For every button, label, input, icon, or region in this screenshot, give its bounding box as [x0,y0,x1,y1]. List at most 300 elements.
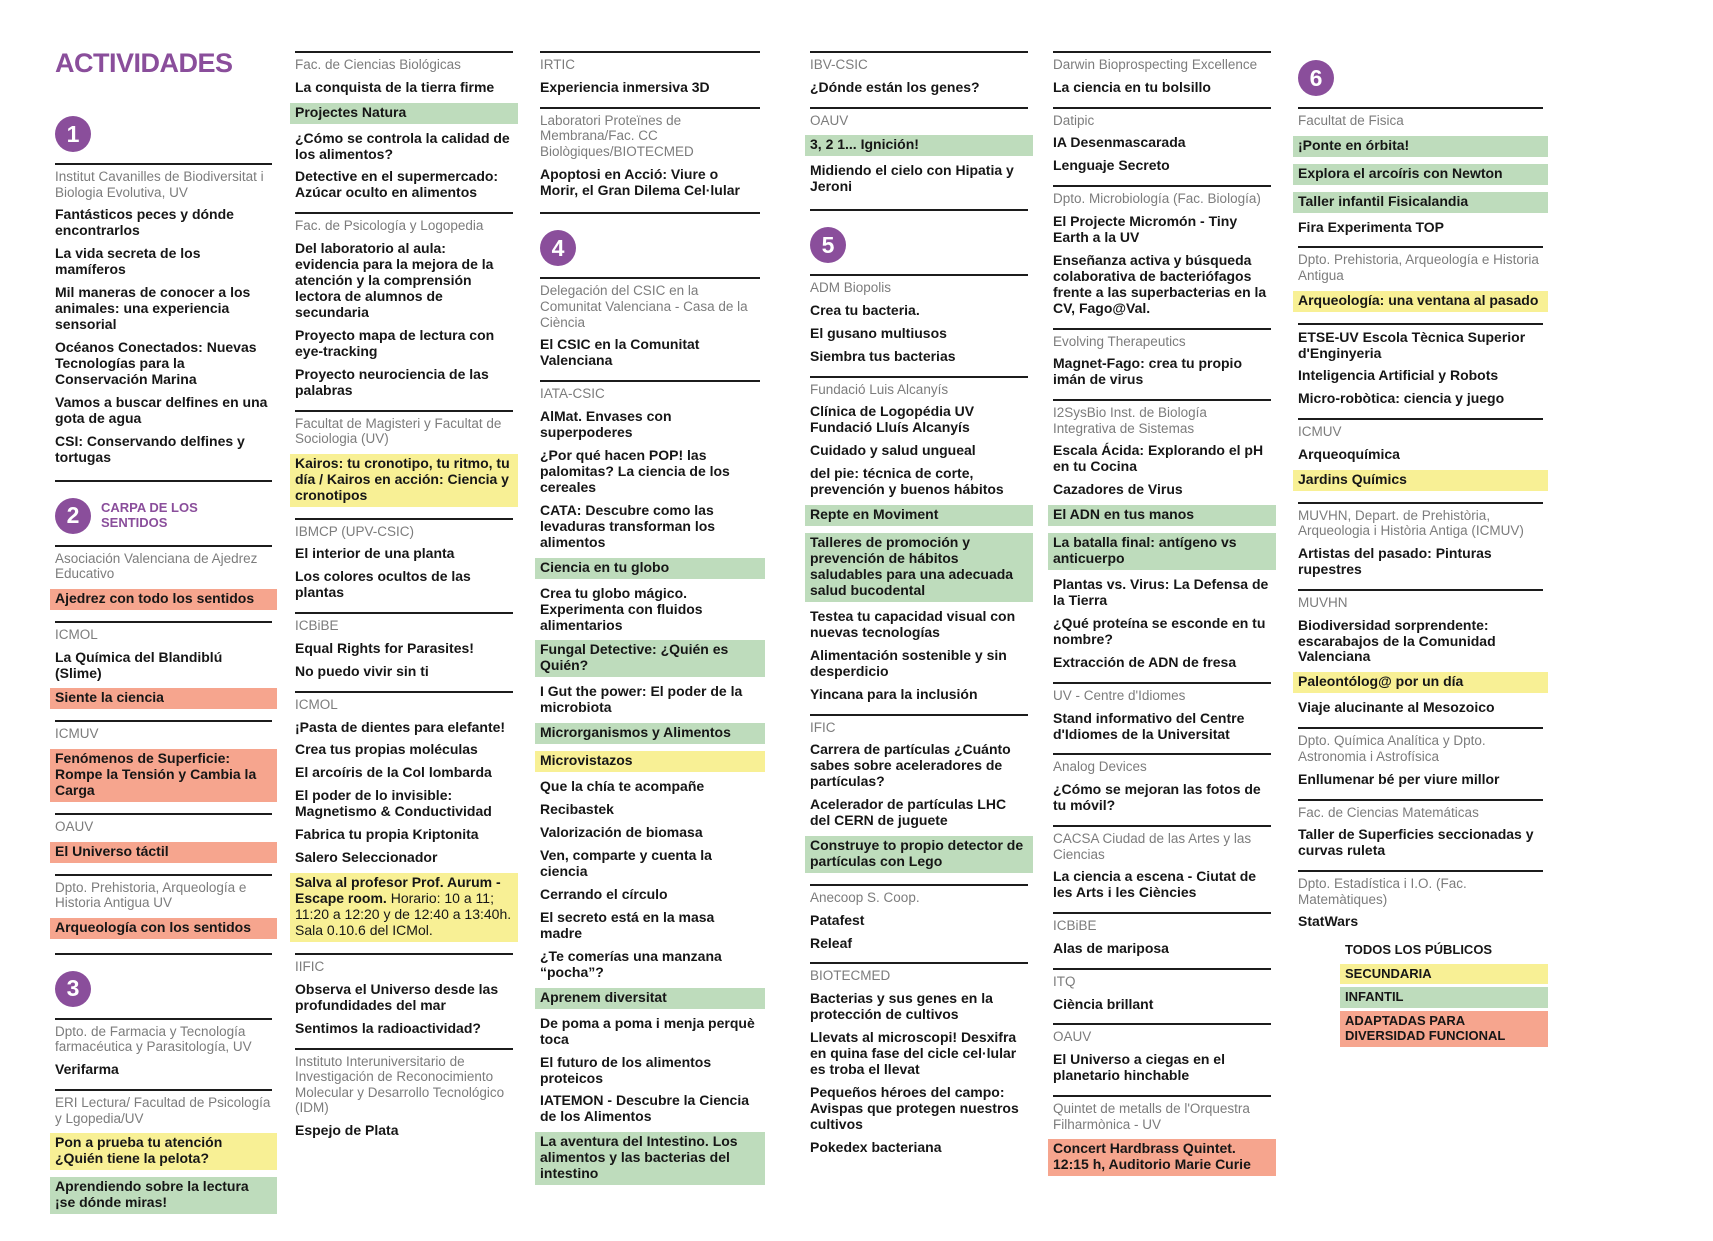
section-4 [540,212,760,266]
activity-title-text: 3, 2 1... Ignición! [810,136,919,153]
activity-title-text: El ADN en tus manos [1053,506,1195,523]
organization-name: OAUV [810,107,1028,129]
activity-title-text: Repte en Moviment [810,506,939,523]
activity-title-text: Pokedex bacteriana [810,1138,942,1155]
section-5 [810,209,1028,263]
organization-name: ICMOL [295,691,513,713]
activity-title-text: Cazadores de Virus [1053,481,1183,498]
activity-title-text: Valorización de biomasa [540,824,703,841]
section-1 [55,116,272,152]
activity-title [295,80,513,96]
organization-name: Dpto. Química Analítica y Dpto. Astronomia i Astrofísica [1298,727,1543,764]
activity-title [1293,136,1548,157]
activity-title [295,850,513,866]
organization-name: Fac. de Ciencias Matemáticas [1298,799,1543,821]
activity-title [1298,447,1543,463]
activity-title [540,949,760,981]
activity-title [1048,533,1276,570]
activity-title-text: La ciencia a escena - Ciutat de les Arts i les Ciències [1053,868,1257,901]
activity-title-text: StatWars [1298,913,1359,930]
activity-title [810,349,1028,365]
organization-name: ICMOL [55,621,272,643]
activity-title-text: Microvistazos [540,752,633,769]
organization-name: IBV-CSIC [810,51,1028,73]
activity-title-text: Que la chía te acompañe [540,778,705,795]
activity-title [55,650,272,682]
activity-title-text: Recibastek [540,801,614,818]
activity-title-text: Releaf [810,934,853,951]
activity-title [1293,192,1548,213]
activity-title-text: Salva al profesor Prof. Aurum - Escape room. [295,874,501,907]
activity-title-text: De poma a poma i menja perquè toca [540,1014,755,1047]
organization-name: Fac. de Ciencias Biológicas [295,51,513,73]
activity-title [1053,655,1271,671]
activity-title-text: Enseñanza activa y búsqueda colaborativa de bacteriófagos frente a las superbacterias en la CV, Fago@Val. [1053,251,1267,316]
organization-name: Quintet de metalls de l'Orquestra Filharmònica - UV [1053,1095,1271,1132]
activity-title [540,586,760,634]
activity-title-text: Océanos Conectados: Nuevas Tecnologías para la Conservación Marina [55,338,257,387]
activity-title-text: Explora el arcoíris con Newton [1298,164,1503,181]
activity-title-text: ¡Pasta de dientes para elefante! [295,718,506,735]
activity-title [540,779,760,795]
organization-name: MUVHN [1298,589,1543,611]
activity-title [810,936,1028,952]
activity-title [295,569,513,601]
activity-title-text: El poder de lo invisible: Magnetismo & Conductividad [295,787,492,820]
column-2 [295,40,513,1146]
organization-name: Fac. de Psicología y Logopedia [295,212,513,234]
activity-title-text: La conquista de la tierra firme [295,78,495,95]
organization-name: MUVHN, Depart. de Prehistòria, Arqueologia i Història Antiga (ICMUV) [1298,502,1543,539]
activity-title [540,1093,760,1125]
legend [1340,940,1548,1050]
activity-title [535,640,765,677]
activity-title-text: ¿Cómo se mejoran las fotos de tu móvil? [1053,781,1261,814]
activity-title [295,169,513,201]
activity-title [55,395,272,427]
activity-title-text: Yincana para la inclusión [810,685,978,702]
activity-title-text: Lenguaje Secreto [1053,157,1170,174]
activity-title-text: Fantásticos peces y dónde encontrarlos [55,206,234,239]
activity-title-text: IATEMON - Descubre la Ciencia de los Alimentos [540,1092,750,1125]
activity-title [540,337,760,369]
activity-title [290,103,518,124]
organization-name: Institut Cavanilles de Biodiversitat i Biologia Evolutiva, UV [55,163,272,200]
activity-title-text: AlMat. Envases con superpoderes [540,408,672,440]
activity-title-text: Ajedrez con todo los sentidos [55,589,255,606]
activity-title [535,988,765,1009]
activity-title-text: Ciencia en tu globo [540,558,670,575]
organization-name: ETSE-UV Escola Tècnica Superior d'Enginyeria [1298,323,1543,361]
activity-title [1298,914,1543,930]
activity-title-text: Fabrica tu propia Kriptonita [295,826,479,843]
activity-title [50,1133,277,1170]
activity-title-text: ¿Por qué hacen POP! las palomitas? La ciencia de los cereales [540,446,730,495]
organization-name: Delegación del CSIC en la Comunitat Valenciana - Casa de la Ciència [540,277,760,330]
activity-title [810,991,1028,1023]
activity-title [810,1030,1028,1078]
activity-title-text: Projectes Natura [295,103,407,120]
organization-name: Evolving Therapeutics [1053,328,1271,350]
activity-title-text: Proyecto mapa de lectura con eye-tracking [295,326,495,359]
organization-name: IFIC [810,714,1028,736]
organization-name: Dpto. Microbiología (Fac. Biología) [1053,185,1271,207]
activity-title [1053,869,1271,901]
activity-title [55,1062,272,1078]
activity-title-text: Inteligencia Artificial y Robots [1298,367,1499,384]
activity-title [805,505,1033,526]
activity-title [295,641,513,657]
activity-title [1053,577,1271,609]
activity-title [535,1132,765,1185]
activity-title [295,982,513,1014]
section-number-badge: 3 [55,971,91,1007]
activity-title-text: Biodiversidad sorprendente: escarabajos de la Comunidad Valenciana [1298,616,1496,665]
activity-title [810,1085,1028,1133]
activity-title [1053,482,1271,498]
activity-title [1298,618,1543,666]
activity-title [50,589,277,610]
activity-title-text: ¿Qué proteína se esconde en tu nombre? [1053,615,1266,647]
organization-name: OAUV [55,813,272,835]
activity-title-text: Experiencia inmersiva 3D [540,78,710,95]
activity-detail: Horario: 10 a 11; 11:20 a 12:20 y de 12:40 a 13:40h. Sala 0.10.6 del ICMol. [295,890,512,939]
activity-title [540,825,760,841]
activity-title [1293,672,1548,693]
activity-title [810,797,1028,829]
legend-item: INFANTIL [1340,987,1548,1008]
activity-title [1293,164,1548,185]
activity-title-text: Salero Seleccionador [295,849,438,866]
activity-title [295,720,513,736]
activity-title [810,742,1028,790]
activity-title-text: La batalla final: antígeno vs anticuerpo [1053,534,1237,567]
organization-name: OAUV [1053,1023,1271,1045]
activity-title [540,684,760,716]
activity-title [535,558,765,579]
activity-title-text: ¿Dónde están los genes? [810,78,980,95]
activity-title [1053,997,1271,1013]
activity-title-text: ¿Te comerías una manzana “pocha”? [540,947,722,980]
activity-title-text: Siente la ciencia [55,689,164,706]
activity-title-text: El Universo a ciegas en el planetario hinchable [1053,1051,1225,1084]
activity-title [1298,220,1543,236]
organization-name: Analog Devices [1053,753,1271,775]
activity-title [810,466,1028,498]
activity-title-text: La aventura del Intestino. Los alimentos y las bacterias del intestino [540,1133,738,1182]
activity-title-text: ¡Ponte en órbita! [1298,136,1410,153]
organization-name: Dpto. Prehistoria, Arqueología e Historia Antigua [1298,246,1543,283]
activity-title-text: Cuidado y salud ungueal [810,442,976,459]
activity-title-text: Aprendiendo sobre la lectura ¡se dónde miras! [55,1178,249,1211]
activity-title [1053,616,1271,648]
activity-title-text: Alas de mariposa [1053,939,1169,956]
section-2 [55,480,272,534]
activity-title [1053,253,1271,317]
activity-title [540,503,760,551]
activity-title-text: Carrera de partículas ¿Cuánto sabes sobre aceleradores de partículas? [810,741,1011,790]
activity-title [1298,700,1543,716]
activity-title-text: Paleontólog@ por un día [1298,673,1464,690]
activity-title-text: Vamos a buscar delfines en una gota de agua [55,393,268,426]
activity-title [810,404,1028,436]
column-6 [1298,40,1543,937]
activity-title-text: Sentimos la radioactividad? [295,1019,481,1036]
activity-title [805,533,1033,602]
activity-title [540,1016,760,1048]
activity-title-text: Fenómenos de Superficie: Rompe la Tensión y Cambia la Carga [55,750,257,798]
activity-title-text: Apoptosi en Acció: Viure o Morir, el Gran Dilema Cel·lular [540,165,740,198]
activity-title-text: Aprenem diversitat [540,988,667,1005]
activity-title [295,742,513,758]
section-6 [1298,60,1543,96]
activity-title [1053,443,1271,475]
activity-title [1053,158,1271,174]
activity-title-text: Fira Experimenta TOP [1298,218,1445,235]
organization-name: ICBiBE [1053,912,1271,934]
activity-title [290,873,518,942]
activity-title [55,285,272,333]
activity-title-text: Detective en el supermercado: Azúcar oculto en alimentos [295,168,499,201]
organization-name: ITQ [1053,968,1271,990]
activity-title [810,163,1028,195]
activity-title [540,448,760,496]
activity-title [540,167,760,199]
section-number-badge: 6 [1298,60,1334,96]
legend-item: SECUNDARIA [1340,964,1548,985]
activity-title [1053,214,1271,246]
activity-title-text: Alimentación sostenible y sin desperdicio [810,646,1007,679]
activity-title-text: Acelerador de partículas LHC del CERN de juguete [810,796,1007,829]
activity-title-text: Pon a prueba tu atención ¿Quién tiene la pelota? [55,1134,223,1167]
activity-title-text: del pie: técnica de corte, prevención y buenos hábitos [810,465,1004,498]
activity-title-text: Crea tus propias moléculas [295,741,478,758]
activity-title [295,131,513,163]
activity-title [1293,470,1548,491]
activity-title [810,80,1028,96]
activity-title-text: Extracción de ADN de fresa [1053,653,1237,670]
activity-title-text: Siembra tus bacterias [810,347,956,364]
activity-title-text: El Projecte Micromón - Tiny Earth a la UV [1053,212,1238,245]
activity-title [50,749,277,802]
activity-title-text: IA Desenmascarada [1053,134,1186,151]
activity-title [810,326,1028,342]
activity-title [810,303,1028,319]
activity-title-text: Crea tu bacteria. [810,301,920,318]
organization-name: Dpto. de Farmacia y Tecnología farmacéutica y Parasitología, UV [55,1018,272,1055]
organization-name: ADM Biopolis [810,274,1028,296]
activity-title [1053,356,1271,388]
organization-name: Datipic [1053,107,1271,129]
activity-title [50,688,277,709]
activity-title [1298,368,1543,384]
activity-title [55,207,272,239]
activity-title [540,80,760,96]
activity-title [540,1055,760,1087]
activity-title [295,1021,513,1037]
organization-name: Instituto Interuniversitario de Investigación de Reconocimiento Molecular y Desarrollo Tecnológico (IDM) [295,1048,513,1117]
organization-name: Fundació Luis Alcanyís [810,376,1028,398]
organization-name: Dpto. Prehistoria, Arqueología e Historia Antigua UV [55,874,272,911]
activity-title [535,751,765,772]
activity-title-text: Pequeños héroes del campo: Avispas que protegen nuestros cultivos [810,1083,1019,1132]
activity-title-text: Stand informativo del Centre d'Idiomes de la Universitat [1053,709,1245,742]
activity-title [805,135,1033,156]
activity-title-text: El futuro de los alimentos proteicos [540,1053,712,1086]
section-3 [55,953,272,1007]
organization-name: ICMUV [1298,418,1543,440]
activity-title-text: Equal Rights for Parasites! [295,639,474,656]
organization-name: Darwin Bioprospecting Excellence [1053,51,1271,73]
activity-title-text: Arqueología: una ventana al pasado [1298,291,1539,308]
activity-title-text: La Química del Blandiblú (Slime) [55,648,223,681]
activity-title [55,246,272,278]
activity-title-text: Plantas vs. Virus: La Defensa de la Tierra [1053,576,1269,609]
activity-title-text: La ciencia en tu bolsillo [1053,78,1211,95]
activity-title [295,788,513,820]
organization-name: IRTIC [540,51,760,73]
activity-title-text: Viaje alucinante al Mesozoico [1298,699,1495,716]
activity-title [810,913,1028,929]
activity-title-text: ¿Cómo se controla la calidad de los alimentos? [295,129,510,162]
organization-name: ICMUV [55,720,272,742]
activity-title-text: Artistas del pasado: Pinturas rupestres [1298,544,1492,577]
activity-title-text: Cerrando el círculo [540,885,668,902]
activity-title [1053,80,1271,96]
column-5 [1053,40,1271,1183]
activity-title [810,443,1028,459]
organization-name: BIOTECMED [810,962,1028,984]
activity-title-text: Los colores ocultos de las plantas [295,568,471,601]
activity-title-text: Escala Ácida: Explorando el pH en tu Cocina [1053,442,1264,475]
activity-title-text: Taller de Superficies seccionadas y curvas ruleta [1298,826,1534,859]
activity-title-text: Kairos: tu cronotipo, tu ritmo, tu día / Kairos en acción: Ciencia y cronotipos [295,454,510,503]
activity-title [810,648,1028,680]
activity-title-text: Testea tu capacidad visual con nuevas tecnologías [810,607,1016,640]
activity-title [810,687,1028,703]
activity-title-text: El arcoíris de la Col lombarda [295,764,492,781]
organization-name: IATA-CSIC [540,380,760,402]
activity-title [50,1177,277,1214]
activity-title-text: El Universo táctil [55,842,169,859]
activity-title-text: No puedo vivir sin ti [295,662,429,679]
activity-title-text: Llevats al microscopi! Desxifra en quina fase del cicle cel·lular es troba el llevat [810,1029,1017,1077]
activity-title [1053,782,1271,814]
activity-title-text: Observa el Universo desde las profundidades del mar [295,980,499,1013]
activity-title-text: Patafest [810,911,865,928]
activity-title [295,546,513,562]
activity-title-text: El secreto está en la masa madre [540,908,715,941]
section-label: CARPA DE LOS SENTIDOS [101,499,198,530]
activity-title [295,664,513,680]
column-3 [540,40,760,1192]
activity-title [295,1123,513,1139]
activity-title-text: I Gut the power: El poder de la microbiota [540,683,743,716]
activity-title-text: El CSIC en la Comunitat Valenciana [540,336,700,369]
activity-title [810,609,1028,641]
activity-title-text: Microrganismos y Alimentos [540,724,731,741]
section-number-badge: 1 [55,116,91,152]
activity-title-text: Talleres de promoción y prevención de hábitos saludables para una adecuada salud bucodental [810,534,1014,598]
organization-name: Asociación Valenciana de Ajedrez Educativo [55,545,272,582]
activity-title [290,454,518,507]
activity-title-text: Midiendo el cielo con Hipatia y Jeroni [810,162,1014,195]
activity-title [540,848,760,880]
activity-title-text: Arqueoquímica [1298,445,1400,462]
activity-title [1053,1052,1271,1084]
activity-title-text: La vida secreta de los mamíferos [55,245,201,278]
activity-title [1293,291,1548,312]
organization-name: ERI Lectura/ Facultad de Psicología y Lgopedia/UV [55,1089,272,1126]
legend-item: ADAPTADAS PARA DIVERSIDAD FUNCIONAL [1340,1011,1548,1047]
activity-title-text: Magnet-Fago: crea tu propio imán de virus [1053,355,1242,388]
activity-title [540,910,760,942]
activity-title [295,367,513,399]
activity-title [295,765,513,781]
activity-title [805,836,1033,873]
activity-title [50,842,277,863]
column-4 [810,40,1028,1163]
activity-title-text: Arqueología con los sentidos [55,918,252,935]
activity-title-text: Crea tu globo mágico. Experimenta con fluidos alimentarios [540,584,703,633]
activity-title-text: Bacterias y sus genes en la protección de cultivos [810,990,993,1023]
organization-name: Anecoop S. Coop. [810,884,1028,906]
activity-title-text: El gusano multiusos [810,324,947,341]
activity-title [1298,546,1543,578]
activity-title-text: Construye to propio detector de partículas con Lego [810,837,1024,869]
activity-title-text: Del laboratorio al aula: evidencia para la mejora de la atención y la comprensión lectora de alumnos de secundaria [295,240,494,320]
activity-title [295,241,513,321]
activity-title-text: Clínica de Logopédia UV Fundació Lluís Alcanyís [810,403,975,436]
organization-name: IIFIC [295,953,513,975]
activity-title [295,328,513,360]
organization-name: IBMCP (UPV-CSIC) [295,518,513,540]
activity-title [50,918,277,939]
activity-title-text: Ciència brillant [1053,995,1154,1012]
organization-name: ICBiBE [295,612,513,634]
activity-title-text: El interior de una planta [295,545,455,562]
activity-title-text: Verifarma [55,1061,119,1078]
section-number-badge: 2 [55,498,91,534]
activity-title-text: Concert Hardbrass Quintet. 12:15 h, Auditorio Marie Curie [1053,1140,1251,1173]
organization-name: UV - Centre d'Idiomes [1053,682,1271,704]
organization-name: Facultat de Magisteri y Facultat de Sociologia (UV) [295,410,513,447]
activity-title [55,434,272,466]
page-title: ACTIVIDADES [55,48,233,78]
column-1 [55,40,272,1221]
activity-title [535,723,765,744]
activity-title [810,1140,1028,1156]
activity-title-text: CATA: Descubre como las levaduras transforman los alimentos [540,501,716,550]
columns [55,40,1543,1221]
activity-title [1053,941,1271,957]
activity-title [1053,711,1271,743]
activity-title [1298,391,1543,407]
organization-name: Laboratori Proteïnes de Membrana/Fac. CC Biològiques/BIOTECMED [540,107,760,160]
activity-title [295,827,513,843]
activity-title [540,802,760,818]
activity-title [1298,772,1543,788]
section-number-badge: 4 [540,230,576,266]
activity-title [1048,1139,1276,1176]
activity-title-text: Proyecto neurociencia de las palabras [295,365,489,398]
activity-title-text: Taller infantil Fisicalandia [1298,192,1469,209]
activity-title-text: Espejo de Plata [295,1122,399,1139]
organization-name: CACSA Ciudad de las Artes y las Ciencias [1053,825,1271,862]
activity-title-text: Ven, comparte y cuenta la ciencia [540,847,712,879]
activity-title-text: Mil maneras de conocer a los animales: una experiencia sensorial [55,284,251,333]
activity-title [1048,505,1276,526]
